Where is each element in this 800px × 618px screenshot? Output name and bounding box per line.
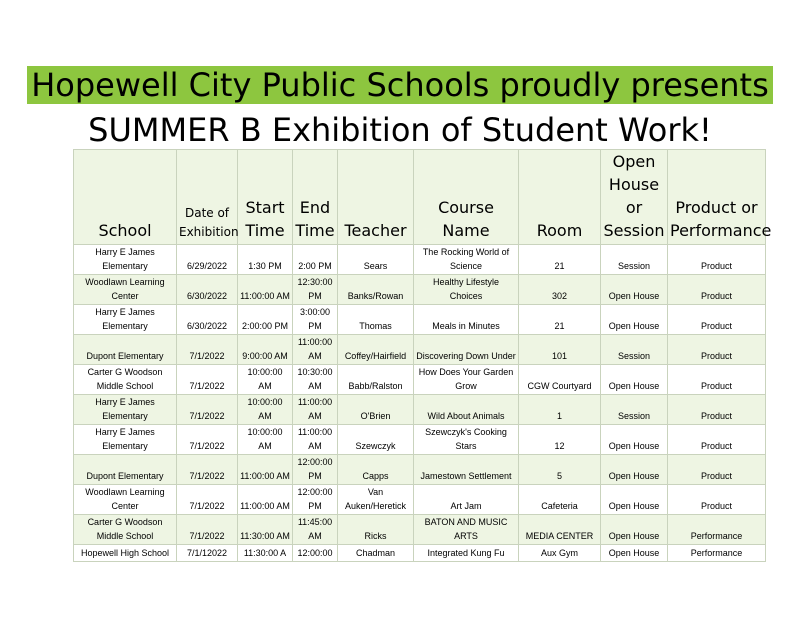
header-date: Date of Exhibition: [177, 150, 238, 245]
header-school: School: [74, 150, 177, 245]
cell-start-time: 1:30 PM: [238, 245, 293, 275]
cell-start-time: 9:00:00 AM: [238, 335, 293, 365]
cell-type: Session: [601, 335, 668, 365]
cell-type: Open House: [601, 455, 668, 485]
cell-school: Dupont Elementary: [74, 335, 177, 365]
cell-product: Product: [668, 275, 766, 305]
cell-school: Carter G Woodson Middle School: [74, 365, 177, 395]
table-row: [74, 365, 766, 395]
cell-start-time: 10:00:00 AM: [238, 365, 293, 395]
header-open-house-or-session: Open House or Session: [601, 150, 668, 245]
cell-start-time: 2:00:00 PM: [238, 305, 293, 335]
cell-start-time: 11:00:00 AM: [238, 275, 293, 305]
header-room: Room: [519, 150, 601, 245]
cell-course-name: Meals in Minutes: [414, 305, 519, 335]
cell-teacher: Banks/Rowan: [338, 275, 414, 305]
cell-end-time: 2:00 PM: [293, 245, 338, 275]
table-row: [74, 245, 766, 275]
table-row: [74, 425, 766, 455]
cell-teacher: Van Auken/Heretick: [338, 485, 414, 515]
cell-end-time: 11:00:00 AM: [293, 395, 338, 425]
cell-room: 302: [519, 275, 601, 305]
cell-school: Harry E James Elementary: [74, 305, 177, 335]
cell-course-name: Jamestown Settlement: [414, 455, 519, 485]
table-row: [74, 485, 766, 515]
cell-date: 7/1/2022: [177, 515, 238, 545]
cell-date: 7/1/12022: [177, 545, 238, 562]
cell-room: CGW Courtyard: [519, 365, 601, 395]
cell-product: Product: [668, 335, 766, 365]
cell-teacher: Coffey/Hairfield: [338, 335, 414, 365]
cell-room: MEDIA CENTER: [519, 515, 601, 545]
cell-school: Woodlawn Learning Center: [74, 485, 177, 515]
cell-room: 12: [519, 425, 601, 455]
cell-date: 7/1/2022: [177, 365, 238, 395]
cell-school: Harry E James Elementary: [74, 395, 177, 425]
cell-teacher: Sears: [338, 245, 414, 275]
cell-end-time: 3:00:00 PM: [293, 305, 338, 335]
cell-start-time: 10:00:00 AM: [238, 395, 293, 425]
cell-product: Product: [668, 245, 766, 275]
cell-date: 6/30/2022: [177, 305, 238, 335]
header-course-name: Course Name: [414, 150, 519, 245]
cell-school: Harry E James Elementary: [74, 425, 177, 455]
cell-type: Open House: [601, 485, 668, 515]
cell-product: Product: [668, 455, 766, 485]
cell-type: Open House: [601, 545, 668, 562]
header-end-time: End Time: [293, 150, 338, 245]
header-start-time: Start Time: [238, 150, 293, 245]
cell-start-time: 11:00:00 AM: [238, 455, 293, 485]
cell-school: Harry E James Elementary: [74, 245, 177, 275]
schedule-table: [73, 149, 772, 562]
cell-start-time: 10:00:00 AM: [238, 425, 293, 455]
table-row: [74, 515, 766, 545]
cell-type: Open House: [601, 365, 668, 395]
cell-course-name: Wild About Animals: [414, 395, 519, 425]
cell-type: Open House: [601, 275, 668, 305]
cell-start-time: 11:00:00 AM: [238, 485, 293, 515]
cell-product: Performance: [668, 545, 766, 562]
table-row: [74, 395, 766, 425]
cell-end-time: 11:00:00 AM: [293, 335, 338, 365]
page-title: Hopewell City Public Schools proudly presents: [27, 66, 773, 104]
table-row: [74, 335, 766, 365]
cell-school: Hopewell High School: [74, 545, 177, 562]
cell-teacher: Chadman: [338, 545, 414, 562]
cell-end-time: 10:30:00 AM: [293, 365, 338, 395]
cell-date: 6/30/2022: [177, 275, 238, 305]
header-teacher: Teacher: [338, 150, 414, 245]
cell-end-time: 11:00:00 AM: [293, 425, 338, 455]
cell-course-name: Art Jam: [414, 485, 519, 515]
cell-course-name: The Rocking World of Science: [414, 245, 519, 275]
cell-teacher: Szewczyk: [338, 425, 414, 455]
table-row: [74, 455, 766, 485]
cell-date: 7/1/2022: [177, 455, 238, 485]
cell-course-name: Szewczyk's Cooking Stars: [414, 425, 519, 455]
cell-room: 1: [519, 395, 601, 425]
title-banner: [0, 66, 800, 104]
cell-date: 6/29/2022: [177, 245, 238, 275]
cell-course-name: Integrated Kung Fu: [414, 545, 519, 562]
cell-end-time: 12:00:00: [293, 545, 338, 562]
cell-product: Product: [668, 305, 766, 335]
cell-type: Open House: [601, 515, 668, 545]
cell-date: 7/1/2022: [177, 395, 238, 425]
cell-school: Woodlawn Learning Center: [74, 275, 177, 305]
cell-product: Product: [668, 395, 766, 425]
cell-date: 7/1/2022: [177, 425, 238, 455]
cell-product: Product: [668, 365, 766, 395]
cell-room: 101: [519, 335, 601, 365]
header-product-or-performance: Product or Performance: [668, 150, 766, 245]
cell-teacher: Ricks: [338, 515, 414, 545]
cell-date: 7/1/2022: [177, 485, 238, 515]
cell-end-time: 12:30:00 PM: [293, 275, 338, 305]
cell-start-time: 11:30:00 A: [238, 545, 293, 562]
cell-room: 21: [519, 245, 601, 275]
cell-product: Product: [668, 425, 766, 455]
cell-course-name: Discovering Down Under: [414, 335, 519, 365]
header-row: [74, 150, 766, 245]
cell-room: 5: [519, 455, 601, 485]
cell-type: Session: [601, 395, 668, 425]
cell-product: Product: [668, 485, 766, 515]
cell-course-name: BATON AND MUSIC ARTS: [414, 515, 519, 545]
page-subtitle: SUMMER B Exhibition of Student Work!: [88, 111, 712, 149]
cell-product: Performance: [668, 515, 766, 545]
cell-teacher: Thomas: [338, 305, 414, 335]
cell-school: Dupont Elementary: [74, 455, 177, 485]
cell-type: Open House: [601, 425, 668, 455]
cell-room: 21: [519, 305, 601, 335]
cell-end-time: 11:45:00 AM: [293, 515, 338, 545]
cell-school: Carter G Woodson Middle School: [74, 515, 177, 545]
table-row: [74, 305, 766, 335]
table-row: [74, 545, 766, 562]
cell-end-time: 12:00:00 PM: [293, 485, 338, 515]
cell-teacher: O'Brien: [338, 395, 414, 425]
cell-room: Aux Gym: [519, 545, 601, 562]
cell-type: Session: [601, 245, 668, 275]
cell-course-name: Healthy Lifestyle Choices: [414, 275, 519, 305]
table-row: [74, 275, 766, 305]
cell-course-name: How Does Your Garden Grow: [414, 365, 519, 395]
cell-teacher: Capps: [338, 455, 414, 485]
cell-date: 7/1/2022: [177, 335, 238, 365]
cell-type: Open House: [601, 305, 668, 335]
cell-start-time: 11:30:00 AM: [238, 515, 293, 545]
cell-end-time: 12:00:00 PM: [293, 455, 338, 485]
cell-room: Cafeteria: [519, 485, 601, 515]
cell-teacher: Babb/Ralston: [338, 365, 414, 395]
